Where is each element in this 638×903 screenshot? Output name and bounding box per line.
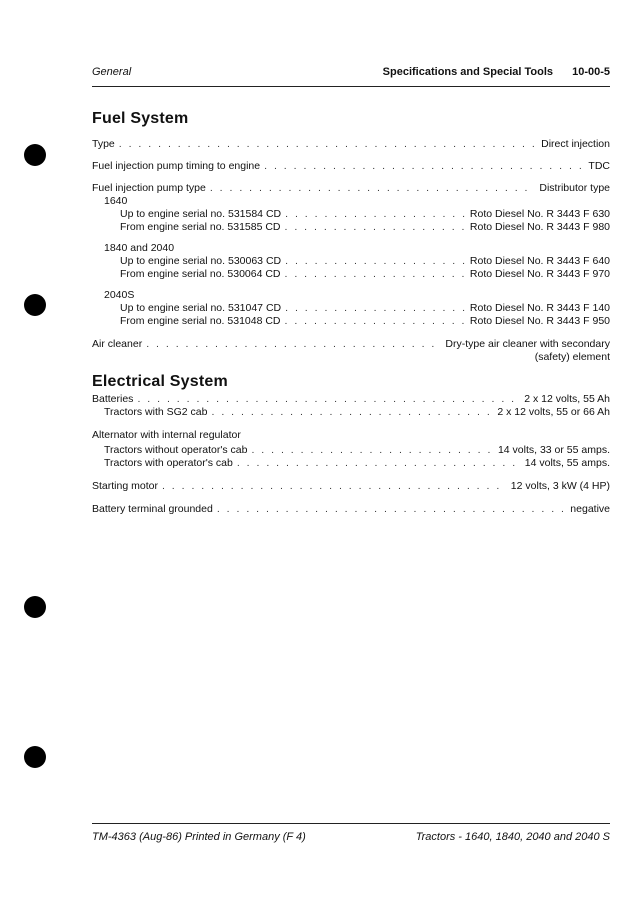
spec-label: From engine serial no. 531585 CD [120,221,281,233]
leader-dots [285,302,466,315]
spec-value: Dry-type air cleaner with secondary [445,338,610,350]
footer-document-id: TM-4363 (Aug-86) Printed in Germany (F 4) [92,831,306,843]
section-title: Fuel System [92,110,189,127]
leader-dots [211,406,493,419]
spec-row [92,393,610,406]
spec-label: Batteries [92,393,134,405]
spec-value-continued: (safety) element [534,351,610,363]
header-title: Specifications and Special Tools [382,66,554,78]
spec-value: TDC [588,160,610,172]
header-title-block [367,66,610,78]
spec-value: Roto Diesel No. R 3443 F 630 [469,208,610,220]
spec-label: Battery terminal grounded [92,503,213,515]
spec-label: Up to engine serial no. 531047 CD [120,302,282,314]
spec-row [92,457,610,470]
fuel-system-section [92,110,610,364]
footer-rule [92,823,610,824]
leader-dots [285,315,466,328]
spec-row [92,480,610,493]
spec-row [92,138,610,151]
leader-dots [251,444,494,457]
spec-row [92,160,610,173]
header-section: General [92,66,132,78]
footer-models: Tractors - 1640, 1840, 2040 and 2040 S [415,831,610,843]
spec-value: Roto Diesel No. R 3443 F 140 [469,302,610,314]
spec-label: Air cleaner [92,338,143,350]
spec-label: From engine serial no. 531048 CD [120,315,281,327]
spec-value: Distributor type [539,182,610,194]
leader-dots [285,255,466,268]
binder-hole [24,746,46,768]
model-heading: 2040S [104,289,135,301]
spec-label: Fuel injection pump timing to engine [92,160,261,172]
spec-label: Alternator with internal regulator [92,429,241,441]
leader-dots [285,268,466,281]
leader-dots [237,457,521,470]
leader-dots [264,160,584,173]
spec-label: Starting motor [92,480,158,492]
spec-value: 14 volts, 33 or 55 amps. [497,444,610,456]
spec-value: 14 volts, 55 amps. [524,457,610,469]
spec-row [92,268,610,281]
spec-label: Tractors without operator's cab [104,444,248,456]
spec-row [92,208,610,221]
spec-value: 12 volts, 3 kW (4 HP) [510,480,610,492]
spec-value: negative [570,503,610,515]
spec-value: 2 x 12 volts, 55 or 66 Ah [497,406,610,418]
spec-label: Up to engine serial no. 531584 CD [120,208,282,220]
spec-label: From engine serial no. 530064 CD [120,268,281,280]
spec-row [92,503,610,516]
leader-dots [285,208,466,221]
spec-value: Roto Diesel No. R 3443 F 950 [469,315,610,327]
leader-dots [137,393,520,406]
page-header [92,66,610,82]
electrical-system-section [92,373,610,516]
spec-label: Fuel injection pump type [92,182,206,194]
leader-dots [285,221,466,234]
spec-value: 2 x 12 volts, 55 Ah [524,393,610,405]
leader-dots [162,480,507,493]
spec-label: Tractors with operator's cab [104,457,233,469]
binder-hole [24,144,46,166]
spec-value: Roto Diesel No. R 3443 F 970 [469,268,610,280]
leader-dots [210,182,536,195]
binder-hole [24,596,46,618]
spec-row [92,315,610,328]
spec-row [92,182,610,195]
spec-row [92,255,610,268]
page-number: 10-00-5 [572,66,610,78]
section-title: Electrical System [92,373,228,390]
model-heading: 1840 and 2040 [104,242,175,254]
leader-dots [119,138,537,151]
model-heading: 1640 [104,195,128,207]
spec-label: Type [92,138,115,150]
spec-label: Tractors with SG2 cab [104,406,208,418]
spec-value: Roto Diesel No. R 3443 F 980 [469,221,610,233]
spec-label: Up to engine serial no. 530063 CD [120,255,282,267]
header-rule [92,86,610,87]
leader-dots [146,338,441,351]
spec-row [92,406,610,419]
binder-hole [24,294,46,316]
spec-value: Direct injection [541,138,610,150]
spec-value: Roto Diesel No. R 3443 F 640 [469,255,610,267]
leader-dots [217,503,566,516]
spec-row [92,338,610,351]
spec-row [92,444,610,457]
spec-row [92,221,610,234]
spec-row [92,302,610,315]
